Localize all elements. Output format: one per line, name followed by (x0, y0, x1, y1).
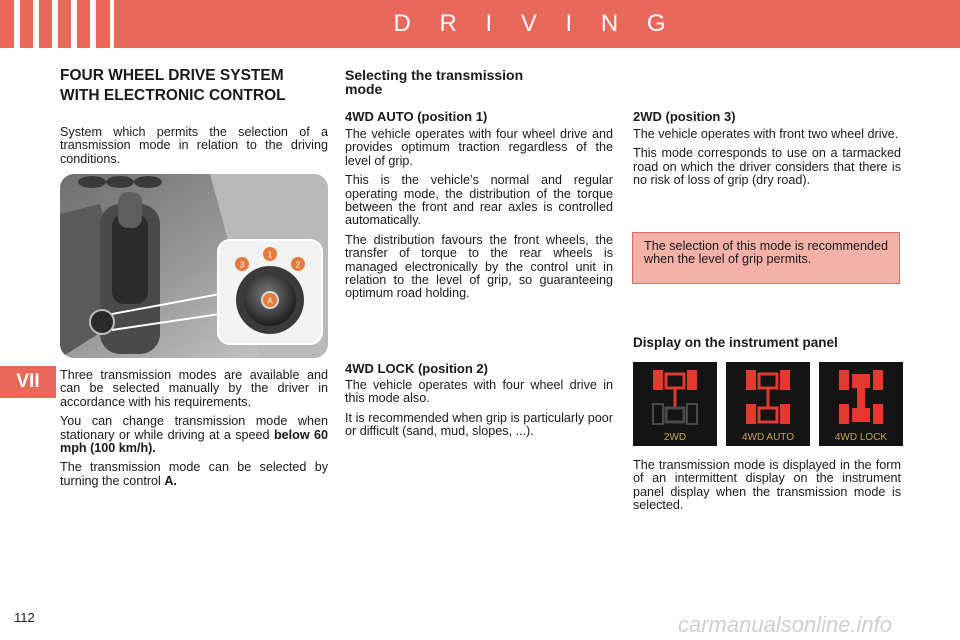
text: The transmission mode can be selected by turning the control (60, 460, 328, 488)
paragraph: The vehicle operates with front two wheel drive. (633, 127, 899, 141)
section-heading (60, 66, 330, 106)
heading-line: WITH ELECTRONIC CONTROL (60, 87, 286, 104)
svg-text:2WD: 2WD (663, 432, 687, 443)
paragraph: This is the vehicle’s normal and regular operating mode, the distribution of the torque between the front and rear axles is controlled automatically. (345, 173, 613, 228)
lock-body (345, 379, 613, 445)
mode-title: 4WD AUTO (position 1) (345, 109, 488, 124)
paragraph: The distribution favours the front wheels, the transfer of torque to the rear wheels is managed electronically by the control unit in relation to the level of grip, so guaranteeing optimum road holding. (345, 232, 613, 301)
paragraph: The vehicle operates with four wheel drive in this mode also. (345, 378, 613, 406)
intro-text: System which permits the selection of a transmission mode in relation to the driving conditions. (60, 125, 328, 166)
paragraph (60, 461, 328, 488)
2wd-display-icon (633, 362, 717, 446)
control-ref: A. (164, 473, 177, 488)
chapter-tab: VII (0, 366, 56, 398)
console-photo (60, 174, 328, 358)
left-body (60, 369, 328, 494)
svg-text:A: A (267, 296, 273, 306)
page-header (0, 0, 960, 48)
watermark: carmanualsonline.info (678, 612, 893, 637)
section-heading: Display on the instrument panel (633, 335, 838, 350)
paragraph: The vehicle operates with four wheel drive and provides optimum traction regardless of the level of grip. (345, 127, 613, 168)
section-heading (345, 68, 605, 96)
svg-text:4WD AUTO: 4WD AUTO (741, 432, 795, 443)
page-number: 112 (14, 610, 35, 625)
auto-body (345, 128, 613, 307)
mode-title: 2WD (position 3) (633, 109, 736, 124)
svg-text:3: 3 (239, 260, 245, 270)
4wd-lock-display-icon (819, 362, 903, 446)
speed-limit: below 60 mph (100 km/h). (60, 427, 328, 456)
console-illustration (60, 174, 328, 358)
4wd-auto-display-icon (726, 362, 810, 446)
heading-line: Selecting the transmission (345, 67, 524, 83)
text: You can change transmission mode when stationary or while driving at a speed (60, 414, 328, 442)
heading-line: FOUR WHEEL DRIVE SYSTEM (60, 67, 284, 84)
chapter-title: D R I V I N G (393, 10, 677, 37)
svg-text:4WD LOCK: 4WD LOCK (834, 432, 888, 443)
svg-text:1: 1 (267, 250, 273, 260)
paragraph: This mode corresponds to use on a tarmacked road on which the driver considers that there is no risk of loss of grip (dry road). (633, 146, 901, 188)
mode-title: 4WD LOCK (position 2) (345, 361, 488, 376)
paragraph (60, 415, 328, 455)
2wd-body (633, 128, 901, 194)
heading-line: mode (345, 81, 383, 97)
svg-text:2: 2 (295, 260, 301, 270)
recommendation-note: The selection of this mode is recommended when the level of grip permits. (632, 232, 900, 284)
paragraph: Three transmission modes are available and can be selected manually by the driver in accordance with his requirements. (60, 368, 328, 409)
paragraph: It is recommended when grip is particularly poor or difficult (sand, mud, slopes, ...). (345, 410, 613, 439)
display-description: The transmission mode is displayed in the form of an intermittent display on the instrument panel display when the transmission mode is selected. (633, 458, 901, 513)
